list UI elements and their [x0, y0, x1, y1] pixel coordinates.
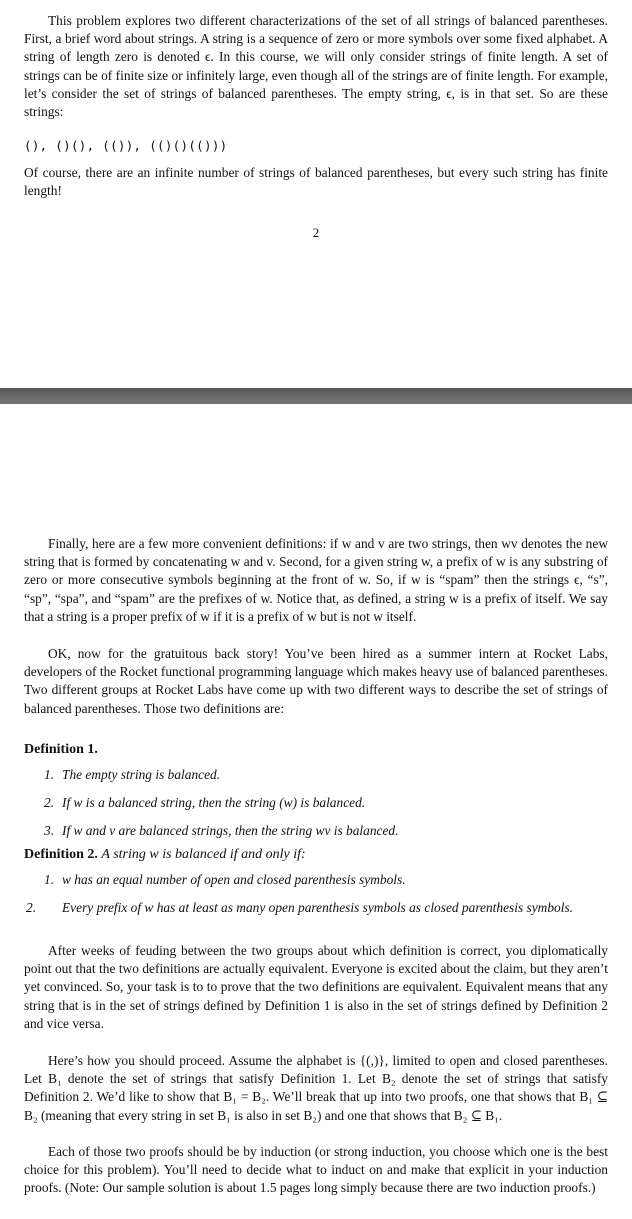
equivalence-paragraph: After weeks of feuding between the two groups about which definition is correct, you diplomatically point out that the two definitions are actually equivalent. Everyone is excited about the claim, but they aren’t yet convinced. So, your task is to to prove that the two definitions are equivalent. Equivalent means that any string that is in the set of strings defined by Definition 1 is also in the set of strings defined by Definition 2 and vice versa.: [24, 943, 608, 1031]
proceed-paragraph: Here’s how you should proceed. Assume the alphabet is {(,)}, limited to open and closed parentheses. Let B₁ denote the set of strings that satisfy Definition 1. Let B₂ denote the set of strings that satisfy Definition 2. We’d like to show that B₁ = B₂. We’ll break that up into two proofs, one that shows that B₁ ⊆ B₂ (meaning that every string in set B₁ is also in set B₂) and one that shows that B₂ ⊆ B₁.: [24, 1053, 608, 1123]
definition-1-title: Definition 1.: [24, 742, 98, 757]
backstory-paragraph: OK, now for the gratuitous back story! You’ve been hired as a summer intern at Rocket Labs, developers of the Rocket functional programming language which makes heavy use of balanced parentheses. Two different groups at Rocket Labs have come up with two different ways to describe the set of strings of balanced parentheses. Those two definitions are:: [24, 646, 608, 716]
definition-2-label: Definition 2.: [24, 847, 98, 862]
def1-item-3: [44, 822, 608, 840]
definitions-paragraph: Finally, here are a few more convenient definitions: if w and v are two strings, then wv denotes the new string that is formed by concatenating w and v. Second, for a given string w, a prefix of w is any substring of zero or more consecutive symbols beginning at the front of w. So, if w is “spam” then the strings ϵ, “s”, “sp”, “spa”, and “spam” are the prefixes of w. Notice that, as defined, a string w is a prefix of itself. We say that a string is a proper prefix of w if it is a prefix of w but is not w itself.: [24, 536, 608, 624]
item-number: 1.: [44, 767, 55, 782]
item-text: w has an equal number of open and closed parenthesis symbols.: [62, 872, 406, 887]
example-strings: (), ()(), (()), (()()(())): [24, 138, 228, 153]
def1-item-1: [44, 766, 608, 784]
def2-item-2: [26, 899, 608, 917]
page-separator: [0, 388, 632, 404]
item-number: 1.: [44, 872, 55, 887]
item-text: Every prefix of w has at least as many open parenthesis symbols as closed parenthesis symbols.: [62, 900, 574, 915]
item-text: If w is a balanced string, then the string (w) is balanced.: [62, 795, 366, 810]
item-number: 2.: [26, 900, 37, 915]
definition-2-lead: A string w is balanced if and only if:: [101, 847, 306, 862]
item-text: The empty string is balanced.: [62, 767, 221, 782]
def1-item-2: [44, 794, 608, 812]
item-text: If w and v are balanced strings, then the string wv is balanced.: [62, 823, 399, 838]
definition-2-title: [24, 847, 306, 863]
intro-paragraph: This problem explores two different characterizations of the set of all strings of balanced parentheses. First, a brief word about strings. A string is a sequence of zero or more symbols over some fixed alphabet. A string of length zero is denoted ϵ. In this course, we will only consider strings of finite length. A set of strings can be of finite size or infinitely large, even though all of the strings are of finite length. For example, let’s consider the set of strings of balanced parentheses. The empty string, ϵ, is in that set. So are these strings:: [24, 13, 608, 120]
def2-item-1: [44, 871, 608, 889]
page-top: [0, 0, 632, 388]
item-number: 2.: [44, 795, 55, 810]
outro-paragraph: Of course, there are an infinite number of strings of balanced parentheses, but every such string has finite length!: [24, 165, 608, 199]
page-number: 2: [312, 225, 320, 240]
induction-paragraph: Each of those two proofs should be by induction (or strong induction, you choose which one is the best choice for this problem). You’ll need to decide what to induct on and make that explicit in your induction proofs. (Note: Our sample solution is about 1.5 pages long simply because there are two induction proofs.): [24, 1144, 608, 1196]
item-number: 3.: [44, 823, 55, 838]
